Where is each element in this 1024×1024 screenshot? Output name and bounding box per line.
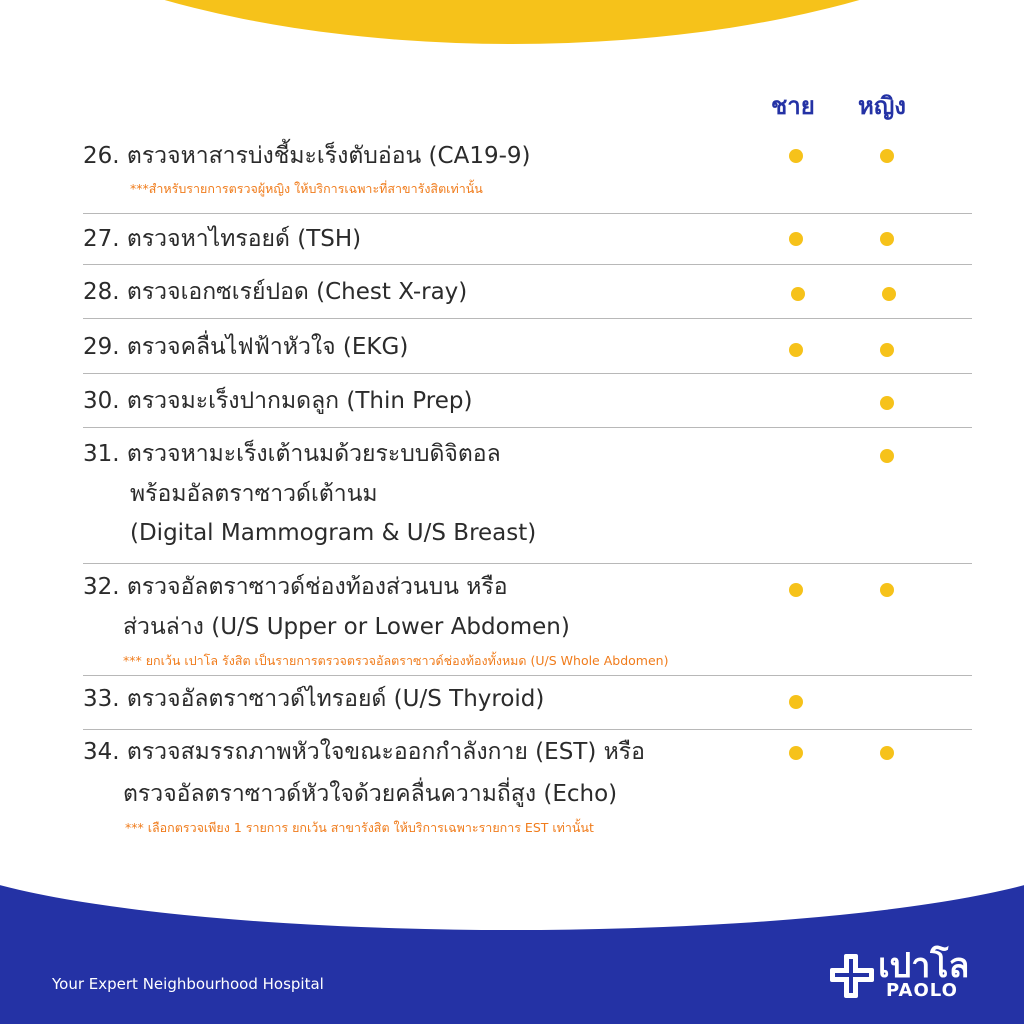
exam-note: *** ยกเว้น เปาโล รังสิต เป็นรายการตรวจตรวจอัลตราซาวด์ช่องท้องทั้งหมด (U/S Whole Abdomen): [123, 653, 669, 668]
row-divider: [83, 563, 972, 564]
exam-note: ***สำหรับรายการตรวจผู้หญิง ให้บริการเฉพาะที่สาขารังสิตเท่านั้น: [130, 181, 483, 196]
male-dot: [789, 746, 803, 760]
female-dot: [882, 287, 896, 301]
male-dot: [789, 583, 803, 597]
male-dot: [789, 695, 803, 709]
exam-note: *** เลือกตรวจเพียง 1 รายการ ยกเว้น สาขารังสิต ให้บริการเฉพาะรายการ EST เท่านั้นt: [125, 820, 594, 835]
exam-title: 33. ตรวจอัลตราซาวด์ไทรอยด์ (U/S Thyroid): [83, 686, 545, 712]
female-dot: [880, 149, 894, 163]
row-divider: [83, 264, 972, 265]
row-divider: [83, 213, 972, 214]
exam-title: 31. ตรวจหามะเร็งเต้านมด้วยระบบดิจิตอล: [83, 441, 501, 467]
male-dot: [789, 232, 803, 246]
logo-thai-text: เปาโล: [878, 946, 970, 986]
exam-title-line2: พร้อมอัลตราซาวด์เต้านม: [130, 481, 378, 507]
logo-english-text: PAOLO: [886, 980, 958, 1001]
row-divider: [83, 729, 972, 730]
row-divider: [83, 318, 972, 319]
row-divider: [83, 373, 972, 374]
exam-title: 26. ตรวจหาสารบ่งชี้มะเร็งตับอ่อน (CA19-9): [83, 143, 531, 169]
exam-title: 30. ตรวจมะเร็งปากมดลูก (Thin Prep): [83, 388, 473, 414]
paolo-logo: [826, 944, 976, 1004]
female-dot: [880, 343, 894, 357]
exam-title-line2: ส่วนล่าง (U/S Upper or Lower Abdomen): [123, 614, 570, 640]
male-dot: [789, 343, 803, 357]
exam-title: 28. ตรวจเอกซเรย์ปอด (Chest X-ray): [83, 279, 468, 305]
female-dot: [880, 232, 894, 246]
female-dot: [880, 746, 894, 760]
male-dot: [789, 149, 803, 163]
female-dot: [880, 583, 894, 597]
exam-title-line2: ตรวจอัลตราซาวด์หัวใจด้วยคลื่นความถี่สูง (Echo): [123, 781, 618, 807]
exam-title: 27. ตรวจหาไทรอยด์ (TSH): [83, 226, 362, 252]
exam-title: 34. ตรวจสมรรถภาพหัวใจขณะออกกำลังกาย (EST) หรือ: [83, 739, 645, 765]
top-yellow-arc: [0, 0, 1024, 44]
footer-tagline: Your Expert Neighbourhood Hospital: [52, 975, 324, 993]
header-female: หญิง: [858, 92, 906, 120]
male-dot: [791, 287, 805, 301]
exam-title: 29. ตรวจคลื่นไฟฟ้าหัวใจ (EKG): [83, 334, 409, 360]
header-male: ชาย: [771, 92, 815, 120]
cross-logo-icon: [826, 950, 878, 1002]
female-dot: [880, 449, 894, 463]
exam-title-line3: (Digital Mammogram & U/S Breast): [130, 520, 537, 546]
female-dot: [880, 396, 894, 410]
row-divider: [83, 427, 972, 428]
exam-title: 32. ตรวจอัลตราซาวด์ช่องท้องส่วนบน หรือ: [83, 574, 508, 600]
row-divider: [83, 675, 972, 676]
